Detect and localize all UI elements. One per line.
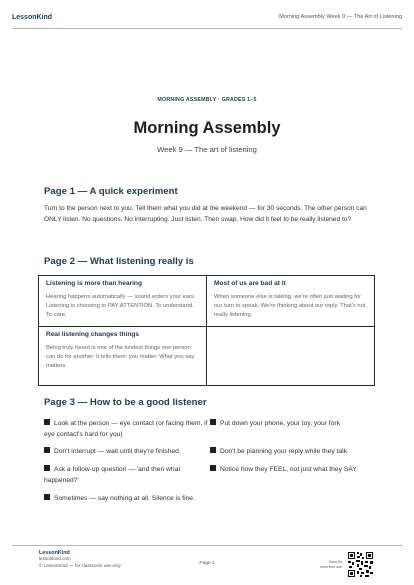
footer-brand: LessonKind xyxy=(39,550,70,556)
grid-cell-title: Most of us are bad at it xyxy=(214,280,286,287)
qr-code-icon xyxy=(347,551,374,578)
bullet-square-icon xyxy=(210,465,216,471)
page-number: Page 1 xyxy=(199,561,215,566)
tip-text: Don't be planning your reply while they talk xyxy=(220,448,347,455)
header-divider xyxy=(12,28,402,29)
grid-cell-body: When someone else is talking, we're often just waiting for our turn to speak. We're thinking about our reply. That's not really listening. xyxy=(214,294,366,318)
page-header xyxy=(12,14,402,26)
tip-text: Look at the person — eye contact (or facing them, if eye contact's hard for you) xyxy=(44,420,208,438)
grid-cell-body: Being truly heard is one of the kindest things one person can do for another. It tells them: you matter. What you say matters. xyxy=(46,345,195,369)
grid-cell-title: Listening is more than hearing xyxy=(46,280,142,287)
section-heading-page2: Page 2 — What listening really is xyxy=(44,256,194,267)
bullet-square-icon xyxy=(44,419,50,425)
tip-text: Don't interrupt — wait until they're finished xyxy=(54,448,179,455)
bullet-square-icon xyxy=(44,447,50,453)
section-heading-page3: Page 3 — How to be a good listener xyxy=(44,397,207,408)
section-heading-page1: Page 1 — A quick experiment xyxy=(44,186,178,197)
grid-cell-body: Hearing happens automatically — sound enters your ears. Listening is choosing to PAY ATTENTION. To understand. To care. xyxy=(46,294,196,318)
header-brand: LessonKind xyxy=(12,14,53,21)
page-subtitle: Week 9 — The art of listening xyxy=(157,145,257,154)
tip-item xyxy=(210,419,370,430)
footer-site: lessonkind.com xyxy=(39,556,71,561)
header-doc-title: Morning Assembly Week 9 — The Art of Listening xyxy=(279,14,402,20)
page-footer xyxy=(39,550,121,569)
grid-cell xyxy=(39,327,207,385)
tip-text: Put down your phone, your toy, your fork xyxy=(220,420,340,427)
tip-item xyxy=(44,447,209,458)
scan-caption xyxy=(300,560,342,570)
bullet-square-icon xyxy=(44,465,50,471)
grid-cell xyxy=(39,276,207,327)
section-body-page1: Turn to the person next to you. Tell them what you did at the weekend — for 30 seconds. The other person can ONLY listen. No questions. No interrupting. Just listen. Then swap. How did it feel to be really listened to? xyxy=(44,205,367,223)
tip-text: Notice how they FEEL, not just what they SAY xyxy=(220,466,357,473)
bullet-square-icon xyxy=(210,419,216,425)
bullet-square-icon xyxy=(44,494,50,500)
tip-text: Ask a follow-up question — 'and then what happened?' xyxy=(44,466,181,484)
tip-item xyxy=(44,494,209,505)
eyebrow-label: MORNING ASSEMBLY · GRADES 1–5 xyxy=(157,97,257,103)
tip-item xyxy=(210,465,370,476)
bullet-square-icon xyxy=(210,447,216,453)
grid-cell xyxy=(207,276,374,327)
grid-cell-title: Real listening changes things xyxy=(46,331,140,338)
scan-line: more free use xyxy=(319,565,342,569)
tip-item xyxy=(44,465,209,486)
tip-item xyxy=(210,447,370,458)
tip-item xyxy=(44,419,209,440)
page-title: Morning Assembly xyxy=(133,119,281,137)
footer-copyright: © LessonKind — for classroom use only xyxy=(39,562,121,568)
footer-divider xyxy=(12,545,402,546)
scan-line: Scan for xyxy=(328,560,342,564)
listening-grid xyxy=(38,275,375,386)
tip-text: Sometimes — say nothing at all. Silence is fine. xyxy=(54,495,195,502)
